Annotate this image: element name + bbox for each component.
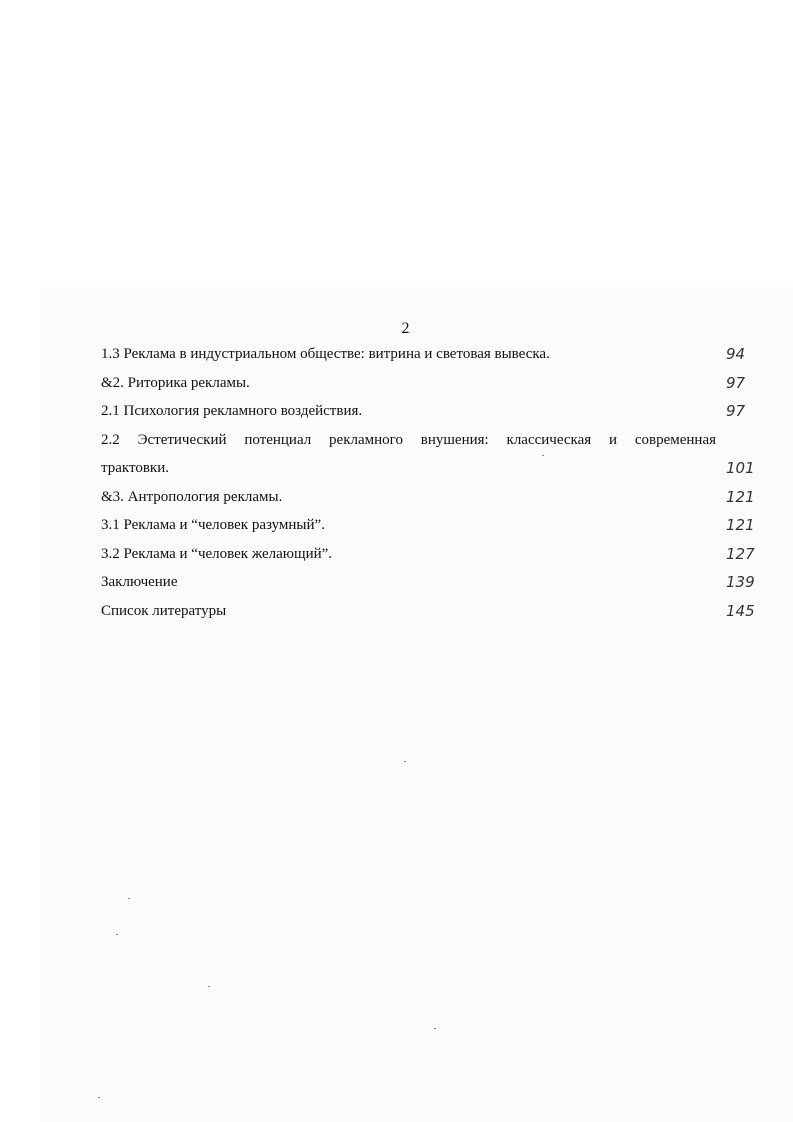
- toc-entry: [101, 397, 751, 426]
- toc-entry: [101, 597, 755, 626]
- toc-entry-title: &2. Риторика рекламы.: [101, 374, 250, 391]
- toc-entry: [101, 511, 755, 540]
- scan-speck: [128, 898, 130, 899]
- page-number: 2: [401, 320, 410, 337]
- toc-entry: [101, 369, 751, 398]
- toc-entry-title: Список литературы: [101, 602, 227, 619]
- toc-entry: [101, 340, 751, 369]
- toc-entry-page: 121: [726, 487, 755, 506]
- toc-entry: [101, 483, 755, 512]
- toc-entry-page: 97: [726, 402, 746, 420]
- toc-entry-title: &3. Антропология рекламы.: [101, 488, 283, 505]
- toc-entry-page: 121: [726, 516, 755, 534]
- toc-entry-title: 1.3 Реклама в индустриальном обществе: витрина и световая вывеска.: [101, 346, 550, 362]
- scan-speck: [116, 934, 118, 935]
- toc-entry-title-line2: трактовки.: [101, 460, 169, 476]
- toc-entry-title: Заключение: [101, 574, 178, 590]
- scan-speck: [434, 1028, 436, 1029]
- toc-entry-title-line1: 2.2 Эстетический потенциал рекламного внушения: классическая и современная: [101, 431, 716, 448]
- toc-entry-title: 3.2 Реклама и “человек желающий”.: [101, 545, 333, 562]
- scan-speck: [208, 986, 210, 987]
- scan-speck: [98, 1097, 100, 1098]
- toc-entry-page: 139: [726, 573, 755, 591]
- toc-entry-title: 3.1 Реклама и “человек разумный”.: [101, 517, 325, 533]
- toc-entry-page: 97: [726, 373, 746, 392]
- toc-entry: [101, 426, 755, 483]
- scan-speck: [404, 761, 406, 762]
- toc-entry: [101, 540, 755, 569]
- table-of-contents: [101, 340, 755, 625]
- scan-speck: [542, 455, 544, 456]
- toc-entry-page: 94: [726, 345, 746, 363]
- toc-entry-title: 2.1 Психология рекламного воздействия.: [101, 403, 363, 419]
- toc-entry-page: 145: [726, 601, 755, 620]
- toc-entry: [101, 568, 755, 597]
- toc-entry-page: 101: [726, 459, 755, 477]
- toc-entry-page: 127: [726, 544, 755, 563]
